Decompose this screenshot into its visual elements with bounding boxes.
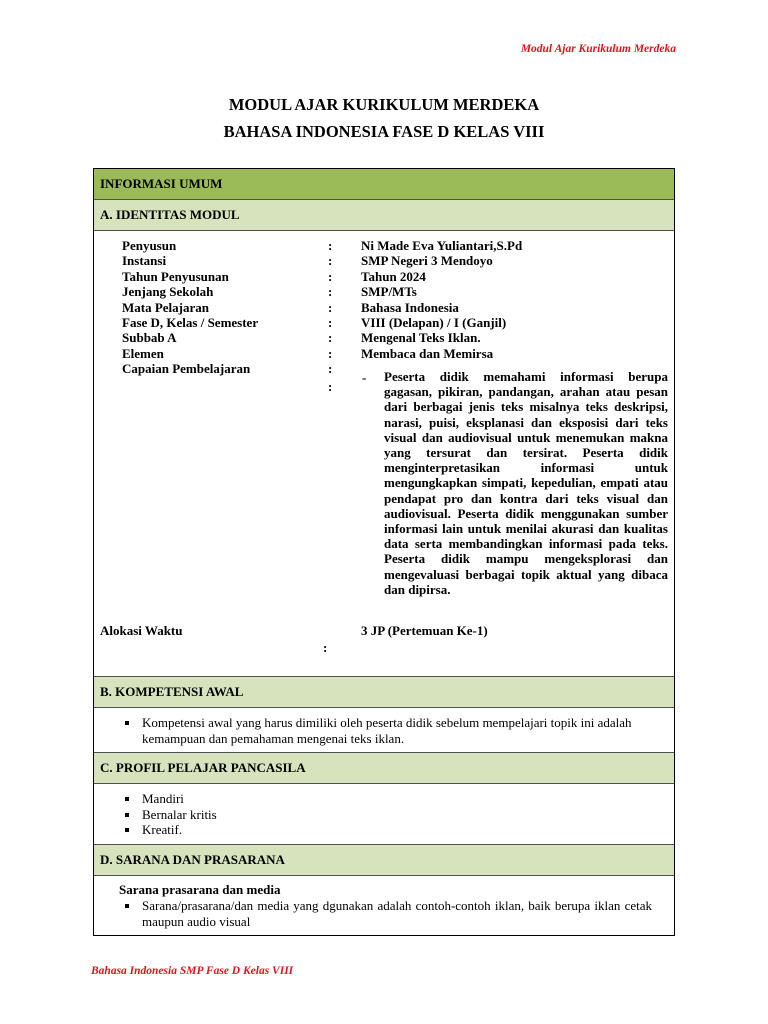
identitas-value: Ni Made Eva Yuliantari,S.Pd: [361, 238, 523, 253]
list-item: Sarana/prasarana/dan media yang dgunakan adalah contoh-contoh iklan, baik berupa iklan cetak maupun audio visual: [122, 898, 652, 929]
identitas-label: Subbab A: [122, 330, 177, 346]
list-item: Mandiri: [122, 791, 217, 807]
colon: :: [328, 330, 333, 346]
identitas-label: Tahun Penyusunan: [122, 268, 229, 284]
identitas-value: SMP/MTs: [361, 284, 417, 300]
document-subtitle: BAHASA INDONESIA FASE D KELAS VIII: [223, 122, 545, 141]
colon: :: [328, 379, 333, 394]
document-title: MODUL AJAR KURIKULUM MERDEKA: [228, 95, 540, 114]
profil-pancasila-list: [122, 791, 217, 838]
identitas-label: Penyusun: [122, 238, 177, 253]
colon: :: [328, 268, 333, 284]
alokasi-waktu-label: Alokasi Waktu: [100, 623, 183, 638]
module-info-table: [93, 168, 675, 936]
identitas-value: VIII (Delapan) / I (Ganjil): [361, 314, 507, 330]
colon: :: [328, 253, 333, 269]
section-header-kompetensi-awal: B. KOMPETENSI AWAL: [94, 676, 674, 708]
identitas-label: Elemen: [122, 345, 164, 361]
section-header-profil-pancasila: C. PROFIL PELAJAR PANCASILA: [94, 752, 674, 784]
colon: :: [323, 640, 328, 655]
identitas-label: Capaian Pembelajaran: [122, 361, 251, 377]
footer-label: Bahasa Indonesia SMP Fase D Kelas VIII: [91, 965, 294, 977]
identitas-value: Bahasa Indonesia: [361, 299, 459, 315]
kompetensi-awal-list: [122, 715, 652, 746]
section-header-identitas: A. IDENTITAS MODUL: [94, 200, 674, 231]
identitas-label: Instansi: [122, 253, 167, 269]
section-header-informasi-umum: INFORMASI UMUM: [94, 169, 674, 200]
colon: :: [328, 284, 333, 300]
list-item: Bernalar kritis: [122, 807, 217, 823]
identitas-label: Mata Pelajaran: [122, 299, 210, 315]
identitas-value: Mengenal Teks Iklan.: [361, 330, 481, 346]
sarana-subheading: Sarana prasarana dan media: [119, 882, 281, 897]
identitas-label: Fase D, Kelas / Semester: [122, 314, 259, 330]
capaian-dash: -: [362, 370, 367, 385]
identitas-value: SMP Negeri 3 Mendoyo: [361, 253, 493, 269]
header-label: Modul Ajar Kurikulum Merdeka: [520, 43, 676, 55]
section-header-sarana-prasarana: D. SARANA DAN PRASARANA: [94, 844, 674, 876]
identitas-value: Membaca dan Memirsa: [361, 345, 494, 361]
identitas-value: Tahun 2024: [361, 268, 426, 284]
identitas-label: Jenjang Sekolah: [122, 284, 214, 300]
capaian-pembelajaran-text: Peserta didik memahami informasi berupa gagasan, pikiran, pandangan, arahan atau pesan dari berbagai jenis teks misalnya teks deskripsi, narasi, puisi, eksplanasi dan eksposisi dari teks visual dan audiovisual untuk menemukan makna yang tersurat dan tersirat. Peserta didik menginterpretasikan informasi untuk mengungkapkan simpati, kepedulian, empati atau pendapat pro dan kontra dari teks visual dan audiovisual. Peserta didik menggunakan sumber informasi lain untuk menilai akurasi dan kualitas data serta membandingkan informasi pada teks. Peserta didik mampu mengeksplorasi dan mengevaluasi berbagai topik aktual yang dibaca dan dipirsa.: [384, 369, 668, 597]
colon: :: [328, 238, 333, 253]
sarana-list: [122, 898, 652, 929]
colon: :: [328, 314, 333, 330]
list-item: Kreatif.: [122, 822, 217, 838]
colon: :: [328, 345, 333, 361]
colon: :: [328, 299, 333, 315]
colon: :: [328, 361, 333, 377]
list-item: Kompetensi awal yang harus dimiliki oleh peserta didik sebelum mempelajari topik ini adalah kemampuan dan pemahaman mengenai teks iklan.: [122, 715, 652, 746]
alokasi-waktu-value: 3 JP (Pertemuan Ke-1): [361, 623, 488, 638]
